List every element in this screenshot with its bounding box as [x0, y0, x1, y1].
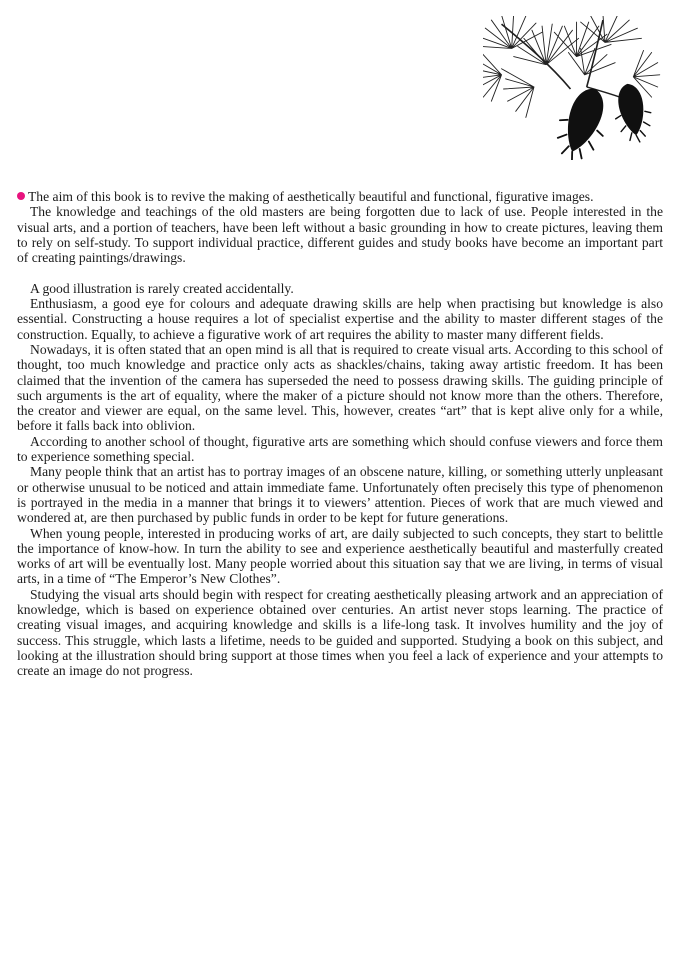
paragraph-text: The aim of this book is to revive the making of aesthetically beautiful and functional, figurative images.: [28, 189, 594, 204]
paragraph-nowadays: Nowadays, it is often stated that an open mind is all that is required to create visual arts. According to this school of thought, too much knowledge and practice only acts as shackles/chains, taking away artistic freedom. It has been claimed that the invention of the camera has superseded the need to possess drawing skills. The guiding principle of such arguments is the art of equality, where the maker of a picture should not know more than the others. Therefore, the creator and viewer are equal, on the same level. This, however, creates “art” that is kept alive only for a while, before it falls back into oblivion.: [17, 341, 663, 434]
paragraph-young-people: When young people, interested in producing works of art, are daily subjected to such concepts, they start to belittle the importance of know-how. In turn the ability to see and experience aesthetically beautiful and masterfully created works of art will be eventually lost. Many people worried about this situation say that we are living, in terms of visual arts, in a time of “The Emperor’s New Clothes”.: [17, 525, 663, 587]
bullet-icon: [17, 192, 25, 200]
paragraph-obscene: Many people think that an artist has to portray images of an obscene nature, killing, or something utterly unpleasant or otherwise unusual to be noticed and attain immediate fame. Unfortunately often precisely this type of phenomenon is portrayed in the media in a manner that brings it to viewers’ attention. Pieces of work that are much viewed and wondered at, are then purchased by public funds in order to be kept for future generations.: [17, 464, 663, 526]
pine-branch-illustration: [483, 16, 661, 160]
paragraph-enthusiasm: Enthusiasm, a good eye for colours and adequate drawing skills are help when practising but knowledge is also essential. Constructing a house requires a lot of specialist expertise and the ability to master different stages of the construction. Equally, to achieve a figurative work of art requires the ability to master many different fields.: [17, 296, 663, 342]
paragraph-aim: [17, 189, 663, 204]
twig-lines: [502, 20, 626, 99]
paragraph-studying: Studying the visual arts should begin with respect for creating aesthetically pleasing artwork and an appreciation of knowledge, which is based on experience obtained over centuries. An artist never stops learning. The practice of creating visual images, and acquiring knowledge and skills is a life-long task. It involves humility and the joy of success. This struggle, which lasts a lifetime, needs to be guided and supported. Studying a book on this subject, and looking at the illustration should bring support at those times when you feel a lack of experience and your attempts to create an image do not progress.: [17, 586, 663, 679]
pine-cone-small: [609, 75, 655, 146]
pine-cone-large: [548, 74, 619, 160]
paragraph-knowledge: The knowledge and teachings of the old masters are being forgotten due to lack of use. People interested in the visual arts, and a portion of teachers, have been left without a basic grounding in how to create pictures, leaving them to rely on self-study. To support individual practice, different guides and study books have become an important part of creating paintings/drawings.: [17, 204, 663, 266]
paragraph-illustration: A good illustration is rarely created accidentally.: [30, 280, 294, 296]
page-text: [17, 189, 663, 679]
paragraph-another-school: According to another school of thought, figurative arts are something which should confuse viewers and force them to experience something special.: [17, 433, 663, 465]
